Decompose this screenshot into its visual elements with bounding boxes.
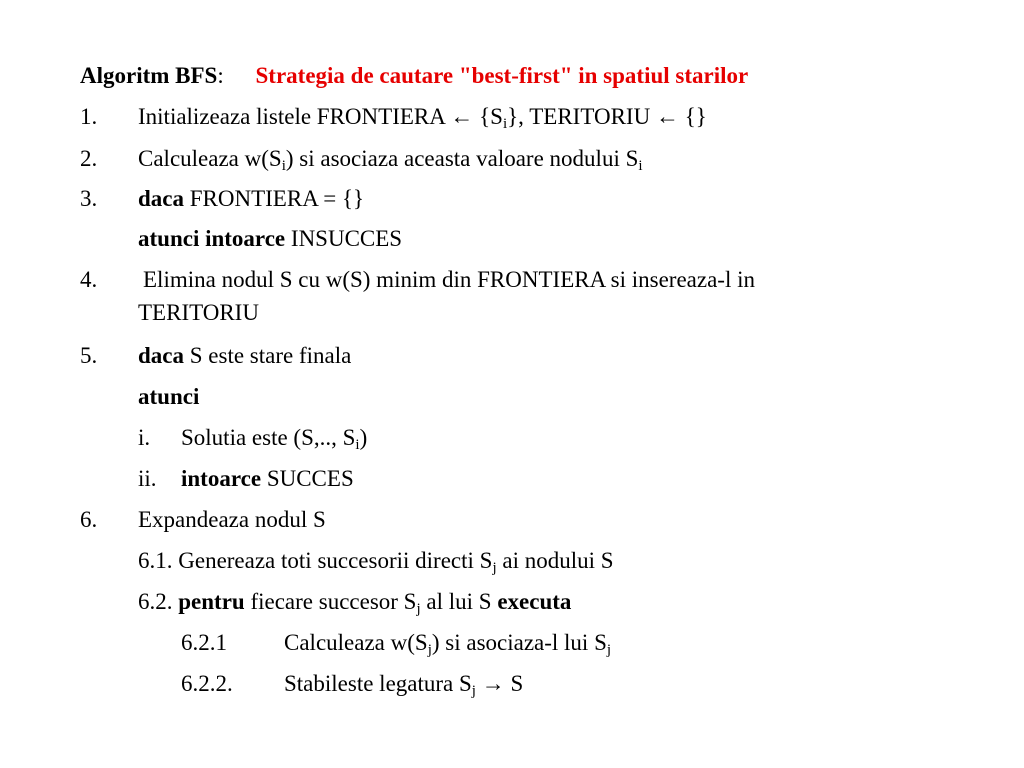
step-5-i-text-a: Solutia este (S,.., S (181, 425, 356, 450)
step-3-then (138, 225, 402, 253)
keyword-executa: executa (497, 589, 572, 614)
step-6-2-2-text-b: S (504, 671, 524, 696)
title-colon: : (217, 63, 224, 88)
step-3-number: 3. (80, 186, 98, 211)
step-6-2-1-text (284, 629, 611, 657)
keyword-daca: daca (138, 186, 184, 211)
step-1-text (138, 103, 707, 131)
title-label: Algoritm BFS (80, 63, 218, 88)
left-arrow-icon: ← (655, 104, 679, 129)
subscript: i (638, 158, 643, 174)
left-arrow-icon: ← (450, 104, 474, 129)
step-4-line-1: Elimina nodul S cu w(S) minim din FRONTIERA si insereaza-l in (143, 267, 755, 292)
step-6-1-text-b: ai nodului S (496, 548, 614, 573)
step-1-number: 1. (80, 104, 98, 129)
step-6-number: 6. (80, 507, 98, 532)
step-4-number: 4. (80, 267, 98, 292)
step-3 (80, 185, 97, 213)
step-5 (80, 342, 97, 370)
subscript: i (355, 437, 360, 453)
subscript: j (416, 601, 421, 617)
step-5-ii-text-a: SUCCES (261, 466, 354, 491)
step-6-2-1-text-a: Calculeaza w(S (284, 630, 428, 655)
step-4-line-2: TERITORIU (138, 300, 259, 325)
step-6-2-text-b: fiecare succesor S (244, 589, 417, 614)
keyword-atunci: atunci (138, 384, 200, 409)
step-2-text-b: ) si asociaza aceasta valoare nodului S (285, 146, 639, 171)
step-1-text-c: }, TERITORIU (507, 104, 656, 129)
subscript: j (471, 683, 476, 699)
step-6-1 (138, 547, 614, 575)
keyword-daca: daca (138, 343, 184, 368)
step-5-i-text (181, 424, 367, 452)
step-5-text-a: S este stare finala (184, 343, 352, 368)
step-6-2-2-text-a: Stabileste legatura S (284, 671, 472, 696)
step-6-2-1-text-b: ) si asociaza-l lui S (431, 630, 607, 655)
step-6-2-2-number: 6.2.2. (181, 671, 233, 696)
step-1-text-d: {} (678, 104, 707, 129)
step-6-2-2-text (284, 670, 523, 698)
step-6-2-text-c: al lui S (420, 589, 498, 614)
step-6-2-text-a: 6.2. (138, 589, 179, 614)
step-5-ii-text (181, 465, 354, 493)
step-5-i-number: i. (138, 425, 151, 450)
step-1-text-b: {S (473, 104, 503, 129)
keyword-pentru: pentru (178, 589, 245, 614)
keyword-intoarce: intoarce (181, 466, 262, 491)
step-4 (80, 266, 97, 294)
step-1 (80, 103, 97, 131)
step-2-text (138, 145, 643, 173)
step-3-text-b: INSUCCES (285, 226, 403, 251)
step-2-text-a: Calculeaza w(S (138, 146, 282, 171)
slide-title (80, 62, 748, 90)
right-arrow-icon: → (481, 671, 505, 696)
step-2-number: 2. (80, 146, 98, 171)
step-5-then (138, 383, 199, 411)
step-6-2 (138, 588, 571, 616)
subscript: j (427, 642, 432, 658)
step-6-text: Expandeaza nodul S (138, 507, 326, 532)
step-6 (80, 506, 97, 534)
step-6-1-text-a: 6.1. Genereaza toti succesorii directi S (138, 548, 493, 573)
keyword-atunci-intoarce: atunci intoarce (138, 226, 286, 251)
step-5-i-text-b: ) (359, 425, 368, 450)
step-1-text-a: Initializeaza listele FRONTIERA (138, 104, 451, 129)
step-3-text-a: FRONTIERA = {} (184, 186, 365, 211)
step-6-2-1-number: 6.2.1 (181, 630, 227, 655)
step-5-number: 5. (80, 343, 98, 368)
step-5-ii-number: ii. (138, 466, 157, 491)
title-subtitle: Strategia de cautare "best-first" in spatiul starilor (255, 63, 749, 88)
subscript: j (606, 642, 612, 658)
subscript: j (492, 560, 497, 576)
subscript: i (281, 158, 286, 174)
step-5-text (138, 342, 351, 370)
step-3-text (138, 185, 364, 213)
subscript: i (502, 116, 508, 132)
step-2 (80, 145, 97, 173)
